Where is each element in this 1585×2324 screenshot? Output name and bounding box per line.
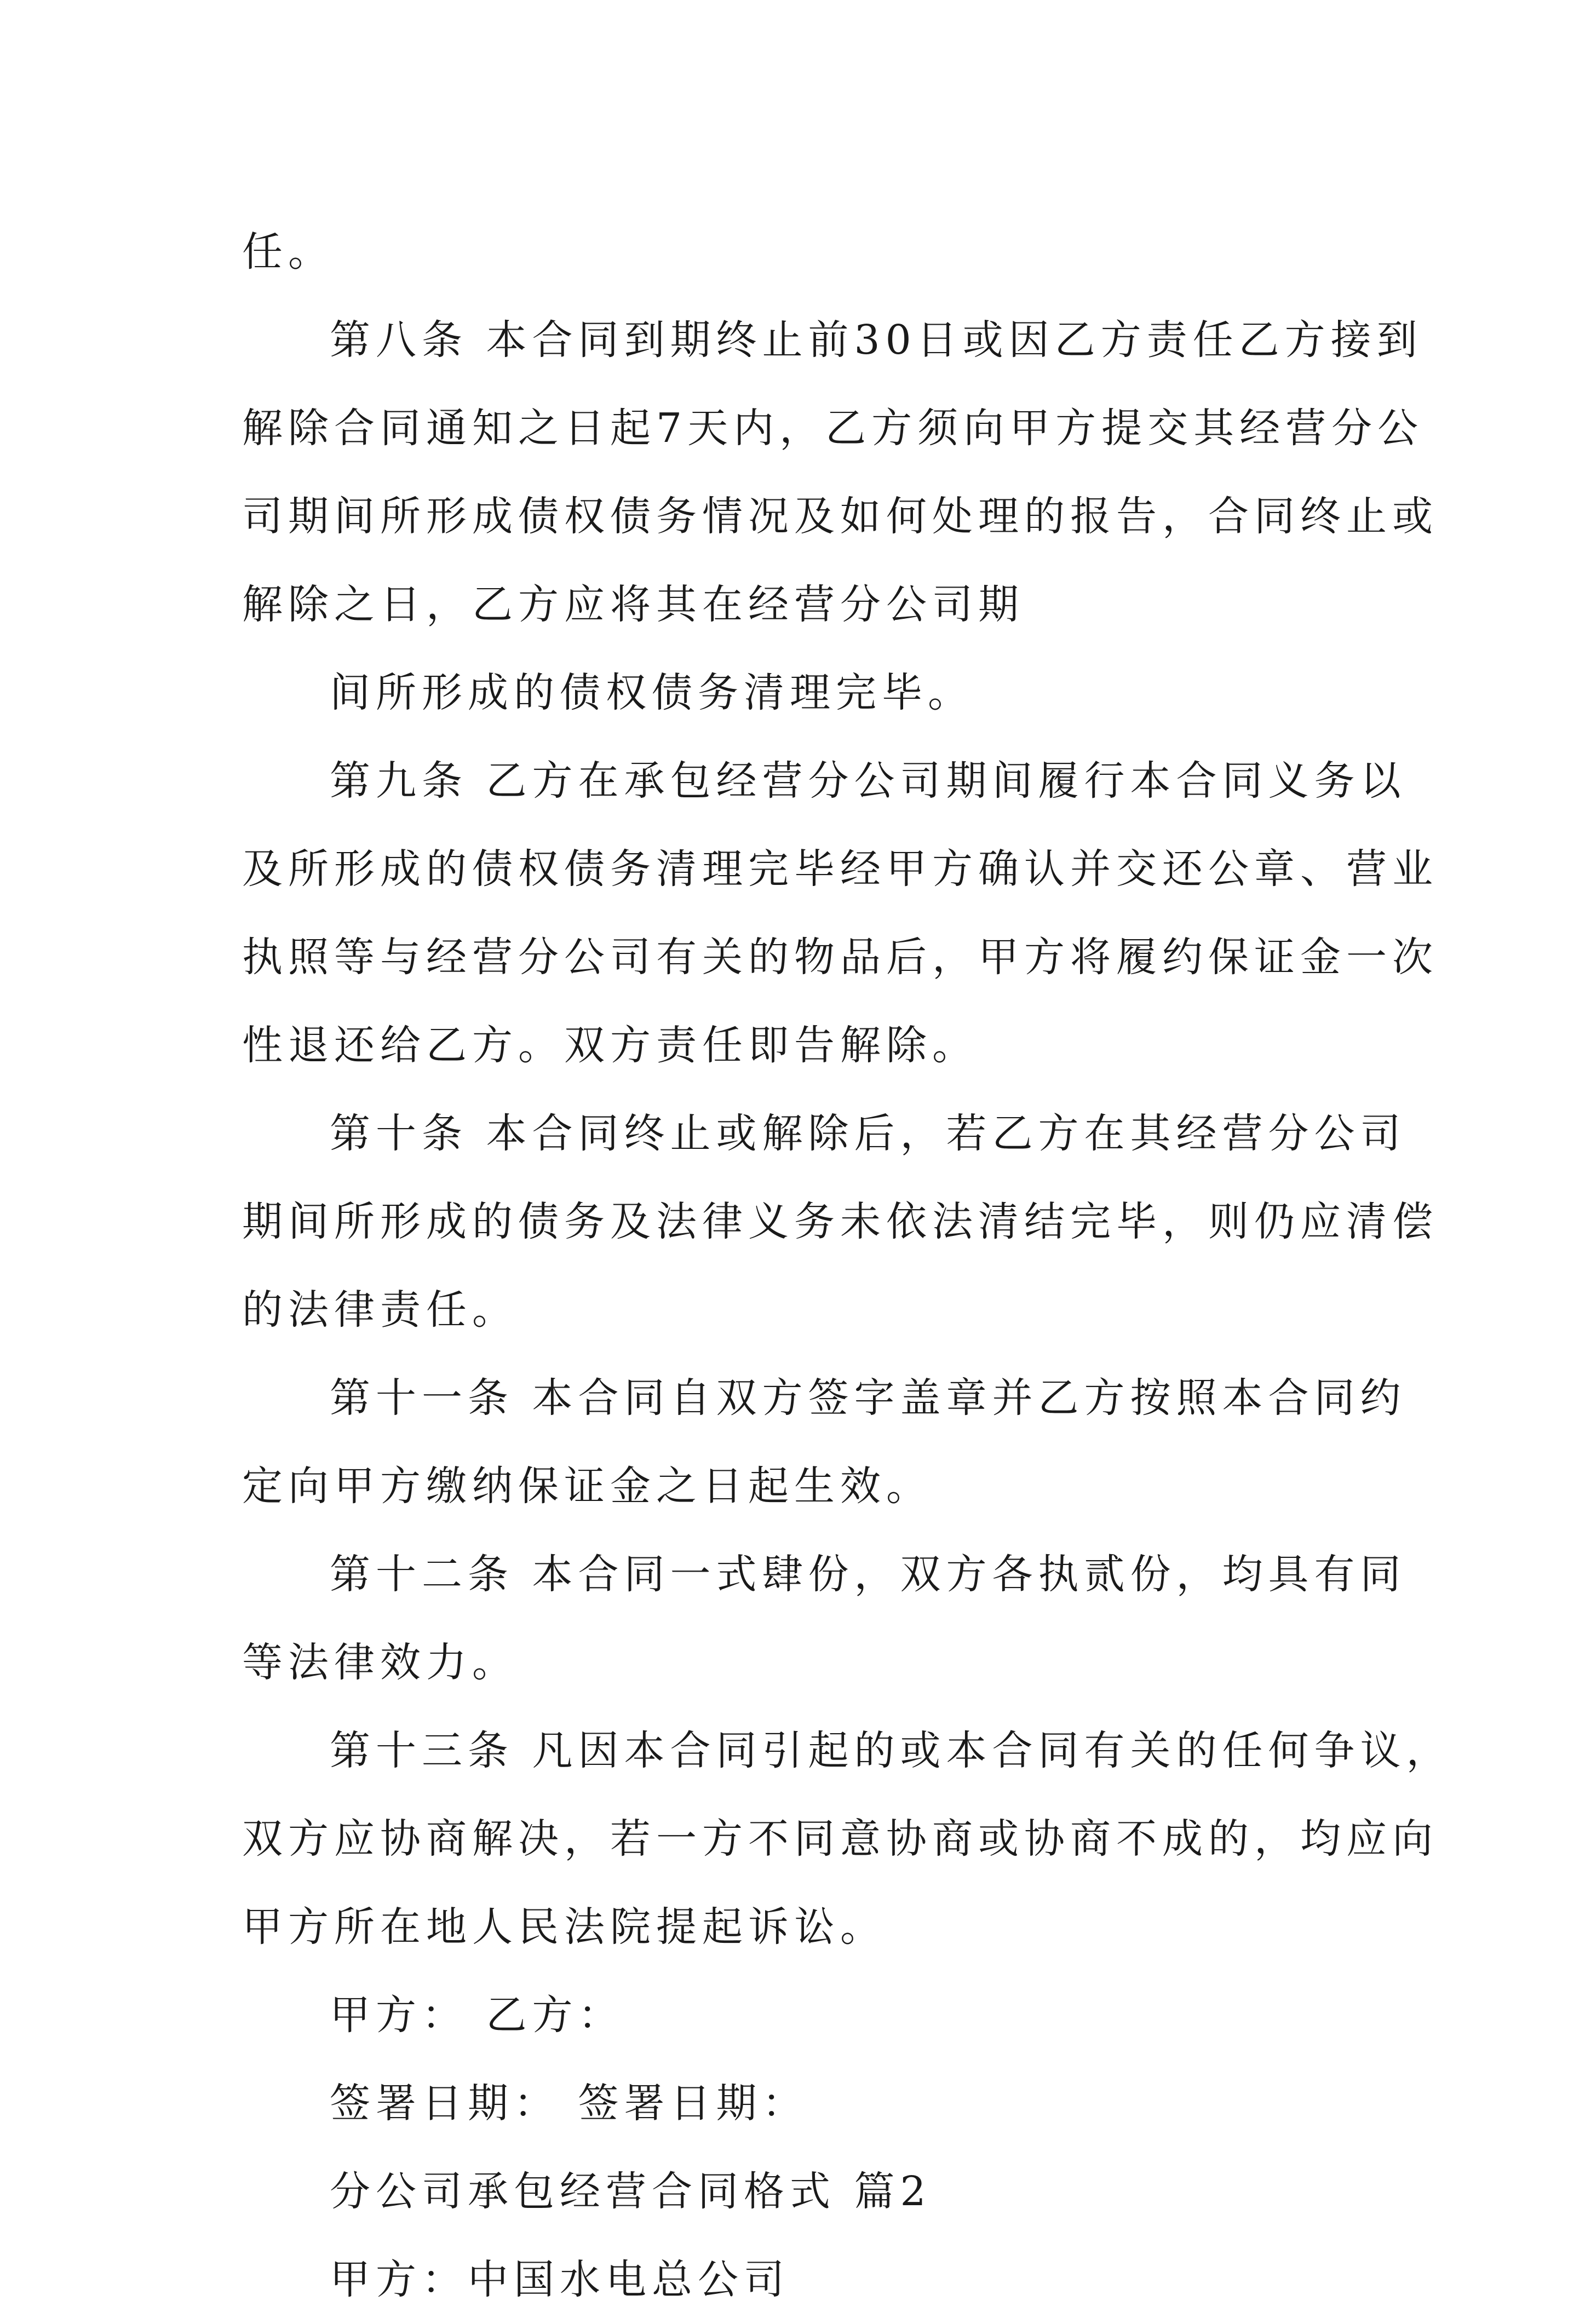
signature-date-line: 签署日期： 签署日期： xyxy=(330,2080,808,2127)
section-heading: 分公司承包经营合同格式 篇2 xyxy=(330,2168,932,2215)
text-line: 第十条 本合同终止或解除后，若乙方在其经营分公司 xyxy=(330,1110,1406,1157)
text-line: 司期间所形成债权债务情况及如何处理的报告，合同终止或 xyxy=(242,493,1438,540)
contract-text xyxy=(242,208,1452,2324)
text-line: 双方应协商解决，若一方不同意协商或协商不成的，均应向 xyxy=(242,1815,1438,1862)
text-line: 任。 xyxy=(242,228,334,275)
text-line: 第十二条 本合同一式肆份，双方各执贰份，均具有同 xyxy=(330,1551,1406,1598)
text-line: 第九条 乙方在承包经营分公司期间履行本合同义务以 xyxy=(330,757,1406,804)
text-line: 第十一条 本合同自双方签字盖章并乙方按照本合同约 xyxy=(330,1374,1406,1422)
text-line: 的法律责任。 xyxy=(242,1286,518,1333)
text-line: 执照等与经营分公司有关的物品后，甲方将履约保证金一次 xyxy=(242,934,1438,981)
text-line: 第十三条 凡因本合同引起的或本合同有关的任何争议， xyxy=(330,1727,1452,1774)
text-line: 解除之日，乙方应将其在经营分公司期 xyxy=(242,581,1024,628)
signature-parties-line: 甲方： 乙方： xyxy=(330,1992,624,2039)
text-line: 期间所形成的债务及法律义务未依法清结完毕，则仍应清偿 xyxy=(242,1198,1438,1245)
text-line: 甲方所在地人民法院提起诉讼。 xyxy=(242,1903,886,1951)
text-line: 等法律效力。 xyxy=(242,1639,518,1686)
text-line: 定向甲方缴纳保证金之日起生效。 xyxy=(242,1463,932,1510)
text-line: 解除合同通知之日起7天内，乙方须向甲方提交其经营分公 xyxy=(242,405,1424,452)
text-line: 及所形成的债权债务清理完毕经甲方确认并交还公章、营业 xyxy=(242,845,1438,893)
party-a-line: 甲方：中国水电总公司 xyxy=(330,2256,790,2303)
text-line: 间所形成的债权债务清理完毕。 xyxy=(330,669,974,716)
text-line: 性退还给乙方。双方责任即告解除。 xyxy=(242,1022,978,1069)
text-line: 第八条 本合同到期终止前30日或因乙方责任乙方接到 xyxy=(330,317,1423,364)
